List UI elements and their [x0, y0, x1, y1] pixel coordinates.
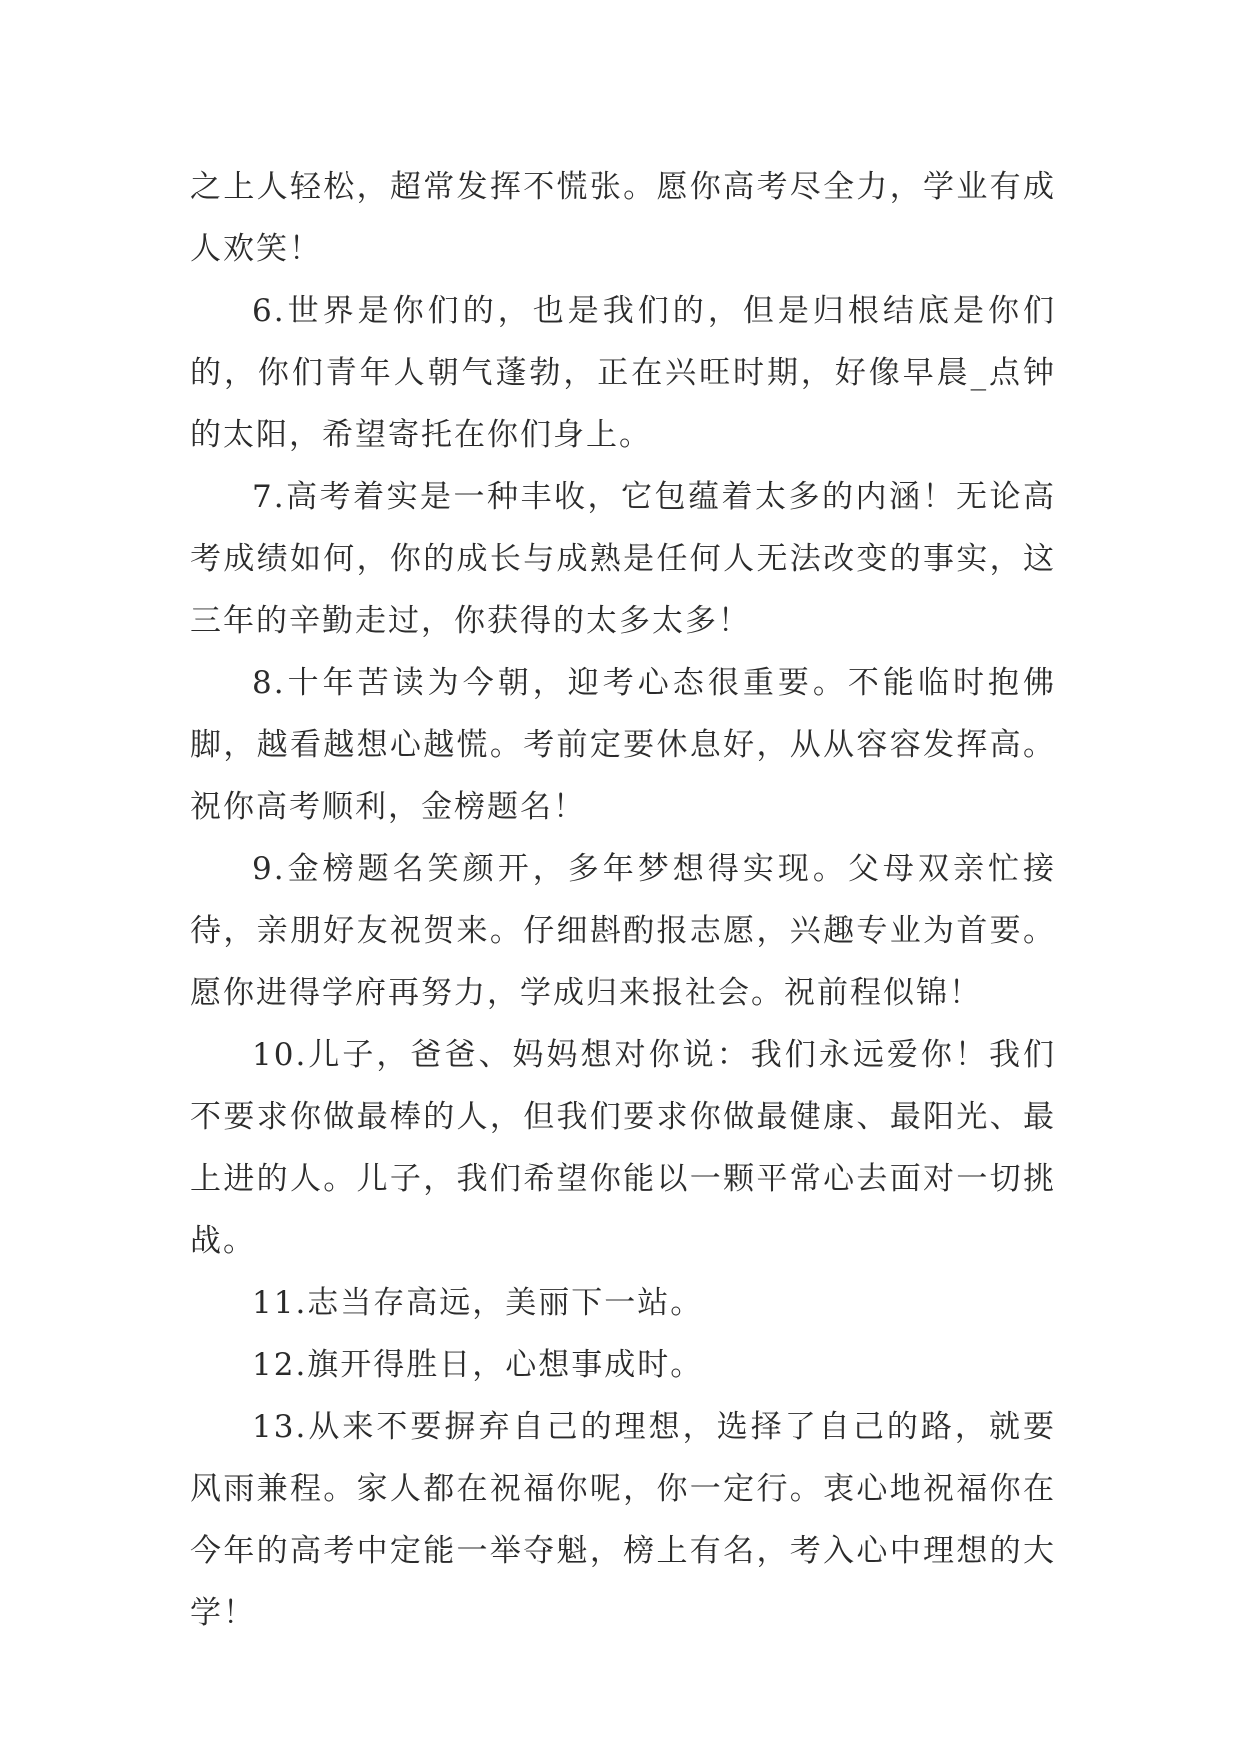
paragraph-7: 7.高考着实是一种丰收，它包蕴着太多的内涵！无论高考成绩如何，你的成长与成熟是任何人无法改变的事实，这三年的辛勤走过，你获得的太多太多！ [190, 479, 1056, 639]
paragraph-6: 6.世界是你们的，也是我们的，但是归根结底是你们的，你们青年人朝气蓬勃，正在兴旺时期，好像早晨_点钟的太阳，希望寄托在你们身上。 [190, 293, 1056, 453]
paragraph-8: 8.十年苦读为今朝，迎考心态很重要。不能临时抱佛脚，越看越想心越慌。考前定要休息好，从从容容发挥高。祝你高考顺利，金榜题名！ [190, 665, 1056, 825]
paragraph-13: 13.从来不要摒弃自己的理想，选择了自己的路，就要风雨兼程。家人都在祝福你呢，你一定行。衷心地祝福你在今年的高考中定能一举夺魁，榜上有名，考入心中理想的大学！ [190, 1409, 1056, 1631]
paragraph-10: 10.儿子，爸爸、妈妈想对你说：我们永远爱你！我们不要求你做最棒的人，但我们要求你做最健康、最阳光、最上进的人。儿子，我们希望你能以一颗平常心去面对一切挑战。 [190, 1037, 1056, 1259]
paragraph-12: 12.旗开得胜日，心想事成时。 [252, 1347, 704, 1383]
paragraph-9: 9.金榜题名笑颜开，多年梦想得实现。父母双亲忙接待，亲朋好友祝贺来。仔细斟酌报志愿，兴趣专业为首要。愿你进得学府再努力，学成归来报社会。祝前程似锦！ [190, 851, 1056, 1011]
paragraph-continuation: 之上人轻松，超常发挥不慌张。愿你高考尽全力，学业有成人欢笑！ [190, 169, 1056, 267]
document-body [190, 156, 1056, 1644]
paragraph-11: 11.志当存高远，美丽下一站。 [252, 1285, 704, 1321]
